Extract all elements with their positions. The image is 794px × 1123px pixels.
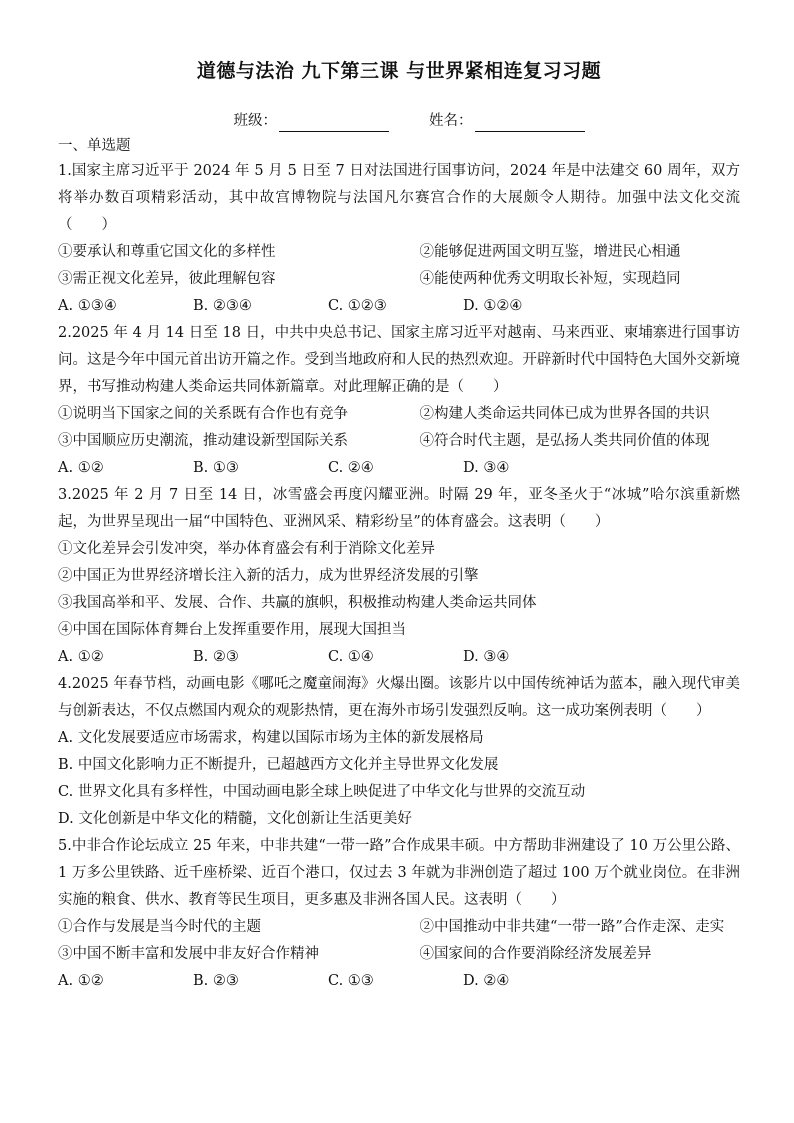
question-4 xyxy=(58,671,740,833)
statement-item: ③需正视文化差异，彼此理解包容 xyxy=(58,271,276,287)
statement-row xyxy=(58,428,740,455)
answer-option[interactable]: B. ②③ xyxy=(193,973,239,989)
statement-item: ①说明当下国家之间的关系既有合作也有竞争 xyxy=(58,406,348,422)
answer-option[interactable]: B. ②③④ xyxy=(193,298,252,314)
answer-option[interactable]: D. ③④ xyxy=(463,460,510,476)
statement-row xyxy=(58,239,740,266)
statement-row xyxy=(58,914,740,941)
answer-option[interactable]: B. ①③ xyxy=(193,460,239,476)
statement-item: ③我国高举和平、发展、合作、共赢的旗帜，积极推动构建人类命运共同体 xyxy=(58,595,537,611)
class-blank[interactable] xyxy=(279,115,389,132)
statement-item: ②中国正为世界经济增长注入新的活力，成为世界经济发展的引擎 xyxy=(58,568,479,584)
question-1 xyxy=(58,158,740,320)
question-5 xyxy=(58,833,740,995)
answer-option[interactable]: D. 文化创新是中华文化的精髓，文化创新让生活更美好 xyxy=(58,811,412,827)
page-title: 道德与法治 九下第三课 与世界紧相连复习习题 xyxy=(196,60,602,82)
statement-item: ④国家间的合作要消除经济发展差异 xyxy=(419,946,652,962)
question-stem: 4.2025 年春节档，动画电影《哪吒之魔童闹海》火爆出圈。该影片以中国传统神话为蓝本，融入现代审美与创新表达，不仅点燃国内观众的观影热情，更在海外市场引发强烈反响。这一成功案例表明（ ） xyxy=(58,676,740,719)
question-2 xyxy=(58,320,740,482)
question-stem: 1.国家主席习近平于 2024 年 5 月 5 日至 7 日对法国进行国事访问，2024 年是中法建交 60 周年，双方将举办数百项精彩活动，其中故宫博物院与法国凡尔赛宫合作的大展颇令人期待。加强中法文化交流（ ） xyxy=(58,163,740,233)
answer-option[interactable]: C. ②④ xyxy=(328,460,374,476)
name-blank[interactable] xyxy=(475,115,585,132)
question-stem: 2.2025 年 4 月 14 日至 18 日，中共中央总书记、国家主席习近平对越南、马来西亚、柬埔寨进行国事访问。这是今年中国元首出访开篇之作。受到当地政府和人民的热烈欢迎。开辟新时代中国特色大国外交新境界，书写推动构建人类命运共同体新篇章。对此理解正确的是（ ） xyxy=(58,325,740,395)
statement-item: ③中国不断丰富和发展中非友好合作精神 xyxy=(58,946,319,962)
answer-option[interactable]: A. ①② xyxy=(58,649,104,665)
exam-page xyxy=(58,56,740,995)
answer-option[interactable]: A. ①② xyxy=(58,460,104,476)
answer-options xyxy=(58,293,740,320)
statement-item: ①要承认和尊重它国文化的多样性 xyxy=(58,244,276,260)
statement-item: ②能够促进两国文明互鉴，增进民心相通 xyxy=(419,244,681,260)
answer-option[interactable]: C. ①②③ xyxy=(328,298,387,314)
answer-option[interactable]: D. ①②④ xyxy=(463,298,523,314)
statement-item: ①文化差异会引发冲突，举办体育盛会有利于消除文化差异 xyxy=(58,541,435,557)
answer-option[interactable]: C. ①③ xyxy=(328,973,374,989)
answer-options xyxy=(58,455,740,482)
statement-row xyxy=(58,941,740,968)
answer-option[interactable]: C. ①④ xyxy=(328,649,374,665)
statement-item: ③中国顺应历史潮流，推动建设新型国际关系 xyxy=(58,433,348,449)
statement-item: ②构建人类命运共同体已成为世界各国的共识 xyxy=(419,406,710,422)
answer-option[interactable]: A. ①③④ xyxy=(58,298,117,314)
class-field xyxy=(234,110,390,132)
answer-options xyxy=(58,968,740,995)
answer-option[interactable]: C. 世界文化具有多样性，中国动画电影全球上映促进了中华文化与世界的交流互动 xyxy=(58,784,586,800)
answer-option[interactable]: A. ①② xyxy=(58,973,104,989)
question-stem: 3.2025 年 2 月 7 日至 14 日，冰雪盛会再度闪耀亚洲。时隔 29 年，亚冬圣火于“冰城”哈尔滨重新燃起，为世界呈现出一届“中国特色、亚洲风采、精彩纷呈”的体育盛会。这表明（ ） xyxy=(58,487,740,530)
statement-item: ④符合时代主题，是弘扬人类共同价值的体现 xyxy=(419,433,710,449)
student-info-row xyxy=(58,110,740,132)
answer-option[interactable]: D. ③④ xyxy=(463,649,510,665)
question-3 xyxy=(58,482,740,671)
statement-row xyxy=(58,401,740,428)
answer-option[interactable]: A. 文化发展要适应市场需求，构建以国际市场为主体的新发展格局 xyxy=(58,730,484,746)
answer-option[interactable]: D. ②④ xyxy=(463,973,510,989)
answer-options xyxy=(58,644,740,671)
name-label: 姓名： xyxy=(429,113,473,129)
statement-item: ②中国推动中非共建“一带一路”合作走深、走实 xyxy=(419,919,725,935)
statement-item: ①合作与发展是当今时代的主题 xyxy=(58,919,261,935)
statement-item: ④中国在国际体育舞台上发挥重要作用，展现大国担当 xyxy=(58,622,406,638)
section-title: 一、单选题 xyxy=(58,138,131,154)
question-stem: 5.中非合作论坛成立 25 年来，中非共建“一带一路”合作成果丰硕。中方帮助非洲建设了 10 万公里公路、1 万多公里铁路、近千座桥梁、近百个港口，仅过去 3 年就为非洲创造了超过 100 万个就业岗位。在非洲实施的粮食、供水、教育等民生项目，更多惠及非洲各国人民。这表明（ ） xyxy=(58,838,740,908)
answer-option[interactable]: B. ②③ xyxy=(193,649,239,665)
answer-option[interactable]: B. 中国文化影响力正不断提升，已超越西方文化并主导世界文化发展 xyxy=(58,757,499,773)
statement-item: ④能使两种优秀文明取长补短，实现趋同 xyxy=(419,271,681,287)
statement-row xyxy=(58,266,740,293)
class-label: 班级： xyxy=(233,113,277,129)
name-field xyxy=(429,110,585,132)
